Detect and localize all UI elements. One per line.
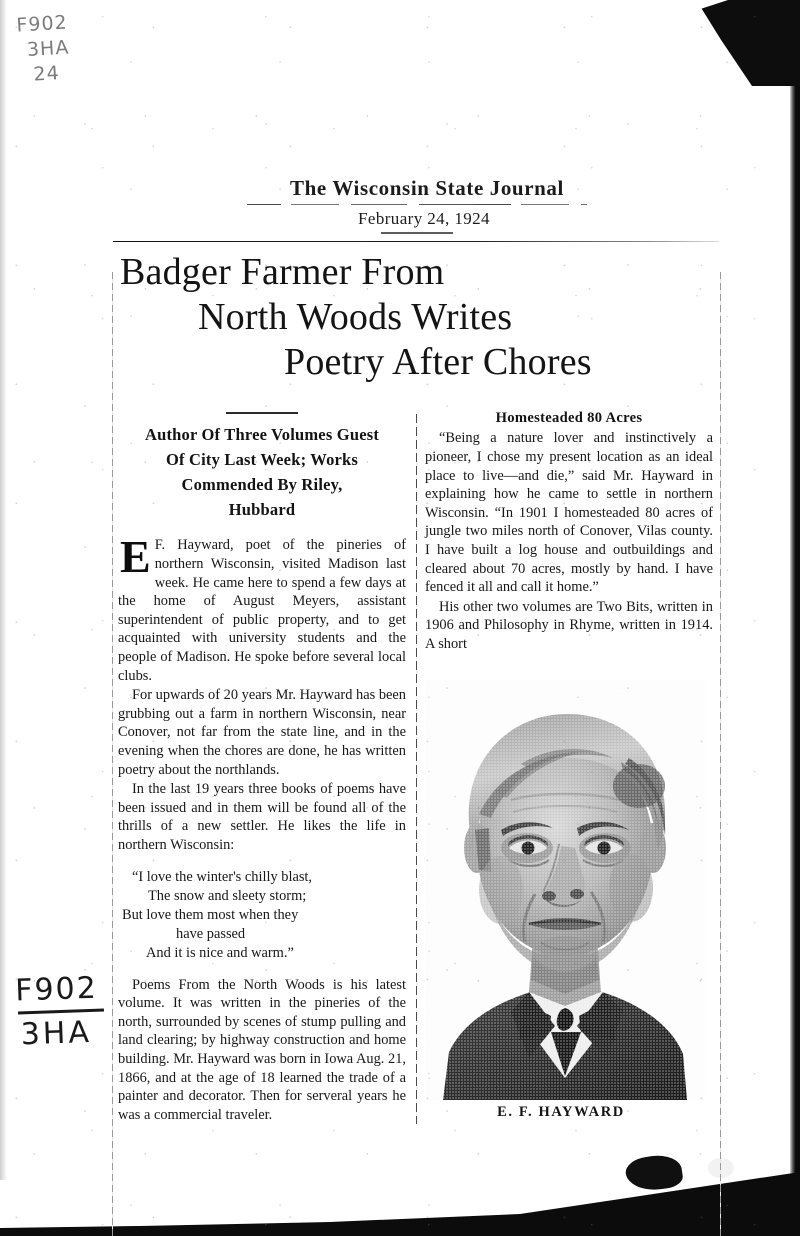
- body-paragraph-4: Poems From the North Woods is his latest volume. It was written in the pineries of the north, surrounded by scenes of stump pulling and land clearing; by highway construction and home building. Mr. Hayward was born in Iowa Aug. 21, 1866, and at the age of 18 learned the trade of a painter and decorator. Then for serveral years he was a commercial traveler.: [118, 976, 406, 1123]
- right-column: [421, 410, 717, 1124]
- right-paragraph-2: His other two volumes are Two Bits, written in 1906 and Philosophy in Rhyme, written in 1914. A short: [425, 598, 713, 652]
- right-paragraph-1: “Being a nature lover and instinctively a pioneer, I chose my present location as an ideal place to live—and die,” said Mr. Hayward in explaining how he came to settle in northern Wisconsin. “In 1901 I homesteaded 80 acres of jungle two miles north of Conover, Vilas county. I have built a log house and outbuildings and cleared about 70 acres, mostly by hand. I have fenced it all and call it home.”: [425, 430, 713, 596]
- section-subhead: Homesteaded 80 Acres: [495, 410, 643, 427]
- poem-line-4: have passed: [176, 925, 246, 942]
- deck-line-1: Author Of Three Volumes Guest: [144, 425, 380, 445]
- archive-code-bottom-denominator: 3HA: [20, 1014, 93, 1053]
- headline-line-2: North Woods Writes: [198, 296, 513, 338]
- masthead-divider-short: [381, 232, 453, 234]
- article-deck: [118, 422, 406, 522]
- portrait-photo-container: [425, 680, 705, 1100]
- body-paragraph-2: For upwards of 20 years Mr. Hayward has been grubbing out a farm in northern Wisconsin, near Conover, not far from the state line, and in the evening when the chores are done, he has written poetry about the northlands.: [118, 687, 406, 778]
- scan-edge-bottom: [0, 1166, 800, 1236]
- scan-edge-bottom-blob: [624, 1152, 684, 1193]
- masthead-divider-upper: [247, 204, 587, 205]
- handwritten-archive-code-bottom: [15, 970, 106, 1053]
- left-column: [112, 410, 412, 1124]
- poem-line-2: The snow and sleety storm;: [148, 887, 307, 904]
- body-paragraph-3: In the last 19 years three books of poems have been issued and in them will be found all of the thrills of a new settler. He likes the life in northern Wisconsin:: [118, 781, 406, 853]
- headline-line-3: Poetry After Chores: [284, 341, 592, 383]
- deck-line-3: Commended By Riley,: [181, 475, 343, 495]
- photo-caption: E. F. HAYWARD: [497, 1103, 625, 1120]
- archive-code-bottom-numerator: F902: [14, 970, 99, 1009]
- column-divider-rule: [416, 414, 417, 1124]
- newspaper-clipping: [112, 176, 722, 1124]
- masthead: [112, 176, 722, 242]
- masthead-divider-full: [113, 241, 719, 242]
- poem-line-1: “I love the winter's chilly blast,: [132, 868, 313, 885]
- deck-line-4: Hubbard: [228, 500, 296, 520]
- poem-line-3: But love them most when they: [122, 906, 299, 923]
- poem-excerpt: [118, 868, 406, 963]
- scan-edge-right: [790, 0, 800, 1236]
- article-columns: [112, 410, 722, 1124]
- archive-code-top-line3: 24: [32, 62, 61, 86]
- deck-divider-rule: [226, 412, 298, 414]
- archive-code-fraction-rule: [18, 1008, 104, 1014]
- archive-code-top-line1: F902: [15, 11, 69, 37]
- scan-edge-top-right-corner: [680, 0, 800, 86]
- handwritten-archive-code-top: [16, 11, 72, 89]
- deck-line-2: Of City Last Week; Works: [165, 450, 359, 470]
- scan-edge-left: [0, 0, 7, 1180]
- lead-paragraph: EF. Hayward, poet of the pineries of northern Wisconsin, visited Madison last week. He came here to spend a few days at the home of August Meyers, assistant superintendent of public property, and to get acquainted with university students and the people of Madison. He spoke before several local clubs.: [118, 531, 406, 684]
- headline-line-1: Badger Farmer From: [120, 251, 445, 293]
- issue-date: February 24, 1924: [358, 209, 490, 228]
- poem-line-5: And it is nice and warm.”: [146, 944, 294, 961]
- scan-edge-bottom-nick: [708, 1158, 734, 1178]
- portrait-photo: [425, 680, 705, 1100]
- newspaper-title: The Wisconsin State Journal: [290, 176, 564, 200]
- article-headline: [112, 250, 722, 385]
- archive-code-top-line2: 3HA: [26, 36, 70, 61]
